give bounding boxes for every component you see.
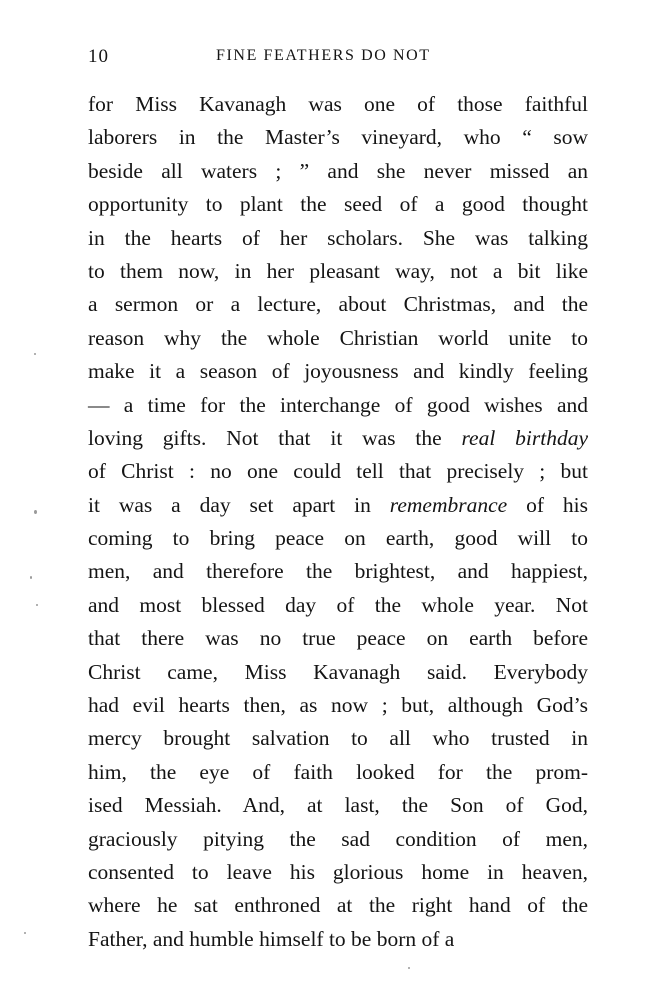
text-line — [88, 823, 588, 856]
text-segment: had evil hearts then, as now ; but, although God’s — [88, 693, 588, 718]
text-line — [88, 389, 588, 422]
text-segment: it was a day set apart in — [88, 492, 390, 517]
text-line — [88, 656, 588, 689]
text-line — [88, 889, 588, 922]
text-segment: graciously pitying the sad condition of men, — [88, 826, 588, 851]
text-segment: loving gifts. Not that it was the — [88, 425, 462, 450]
text-line — [88, 155, 588, 188]
text-line — [88, 555, 588, 588]
text-segment: mercy brought salvation to all who trusted in — [88, 726, 588, 751]
text-segment: of Christ : no one could tell that precisely ; but — [88, 459, 588, 484]
text-segment: coming to bring peace on earth, good will to — [88, 526, 588, 551]
text-segment: laborers in the Master’s vineyard, who “ sow — [88, 125, 588, 150]
text-segment: men, and therefore the brightest, and happiest, — [88, 559, 588, 584]
text-line — [88, 88, 588, 121]
text-line — [88, 489, 588, 522]
print-speck — [36, 604, 38, 606]
text-line — [88, 522, 588, 555]
text-line — [88, 722, 588, 755]
text-segment: him, the eye of faith looked for the prom- — [88, 759, 588, 784]
text-segment: that there was no true peace on earth before — [88, 626, 588, 651]
text-segment: and most blessed day of the whole year. Not — [88, 592, 588, 617]
text-segment: make it a season of joyousness and kindly feeling — [88, 359, 588, 384]
print-speck — [34, 510, 37, 514]
text-line — [88, 856, 588, 889]
text-segment: Father, and humble himself to be born of a — [88, 926, 455, 951]
body-text — [88, 88, 588, 956]
text-segment: ised Messiah. And, at last, the Son of God, — [88, 793, 588, 818]
text-line — [88, 589, 588, 622]
text-line — [88, 622, 588, 655]
text-line — [88, 288, 588, 321]
running-title: FINE FEATHERS DO NOT — [216, 47, 431, 64]
text-line — [88, 222, 588, 255]
text-segment: in the hearts of her scholars. She was talking — [88, 225, 588, 250]
text-line — [88, 188, 588, 221]
text-segment: — a time for the interchange of good wishes and — [88, 392, 588, 417]
print-speck — [30, 576, 32, 579]
print-speck — [24, 932, 26, 934]
text-line — [88, 322, 588, 355]
text-segment: opportunity to plant the seed of a good thought — [88, 192, 588, 217]
text-line — [88, 789, 588, 822]
print-speck — [408, 967, 410, 969]
text-segment: consented to leave his glorious home in heaven, — [88, 859, 588, 884]
print-speck — [34, 353, 36, 355]
text-segment: to them now, in her pleasant way, not a bit like — [88, 258, 588, 283]
page-header — [88, 46, 578, 70]
text-line — [88, 255, 588, 288]
text-line — [88, 422, 588, 455]
italic-segment: remembrance — [389, 492, 508, 517]
text-line — [88, 355, 588, 388]
text-segment: Christ came, Miss Kavanagh said. Everybody — [88, 659, 588, 684]
text-segment: for Miss Kavanagh was one of those faithful — [88, 92, 588, 116]
italic-segment: real birthday — [461, 425, 588, 450]
text-line — [88, 455, 588, 488]
text-segment: a sermon or a lecture, about Christmas, and the — [88, 292, 588, 317]
text-line — [88, 756, 588, 789]
text-segment: where he sat enthroned at the right hand of the — [88, 893, 588, 918]
text-segment: beside all waters ; ” and she never missed an — [88, 158, 588, 183]
text-segment: of his — [507, 492, 589, 517]
page-number: 10 — [88, 46, 109, 67]
text-line — [88, 923, 588, 956]
text-line — [88, 689, 588, 722]
text-line — [88, 121, 588, 154]
text-segment: reason why the whole Christian world unite to — [88, 325, 588, 350]
